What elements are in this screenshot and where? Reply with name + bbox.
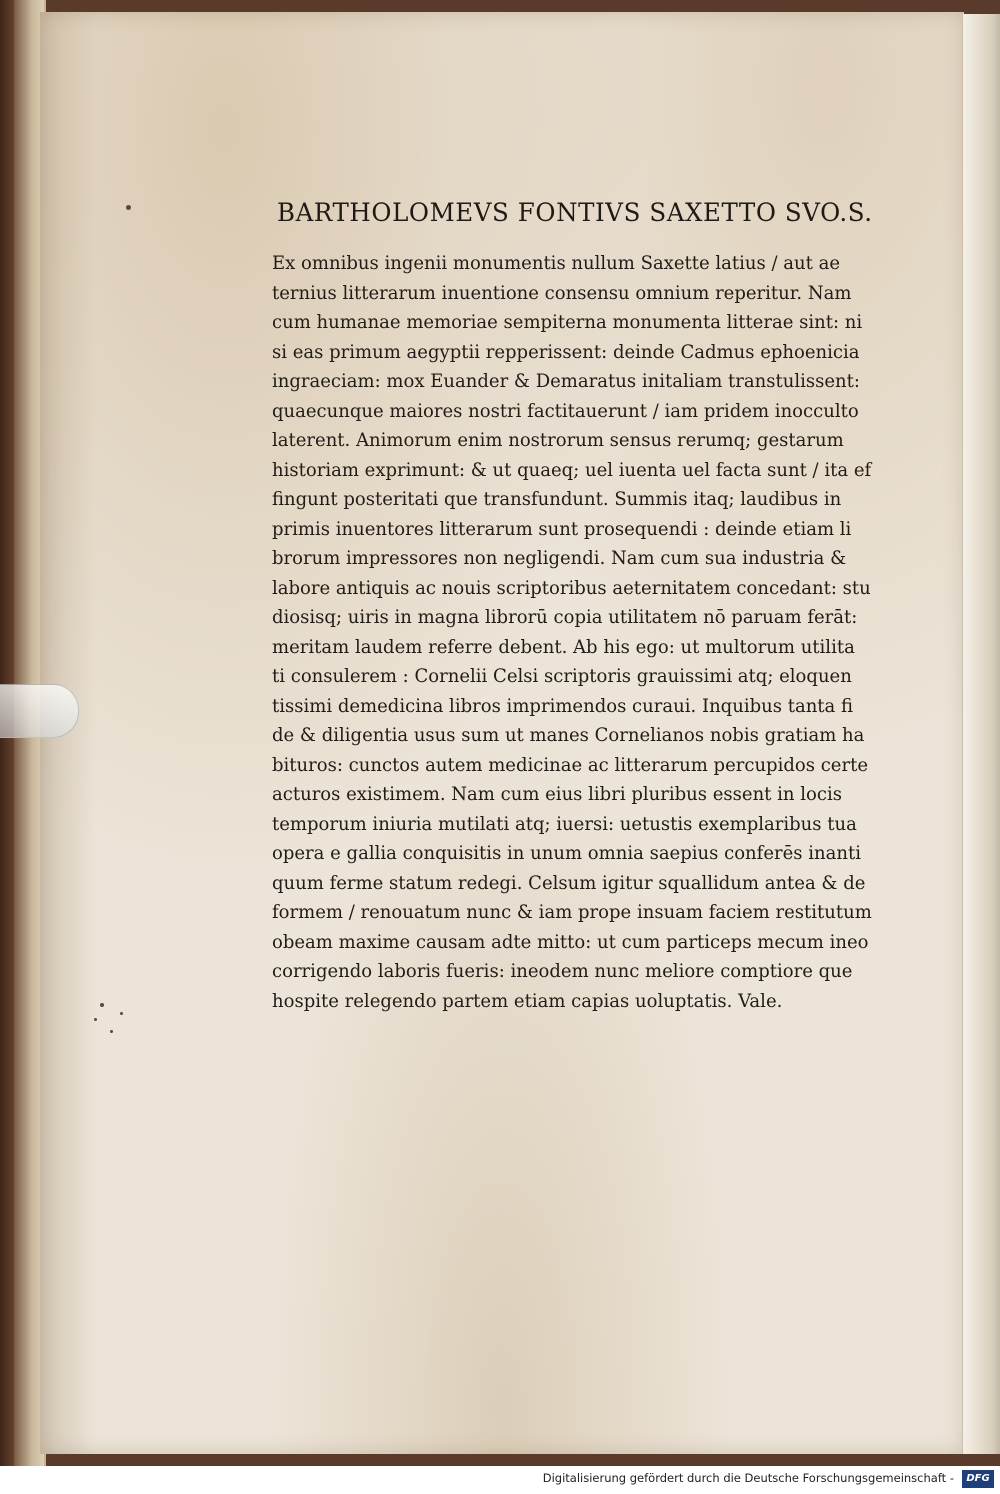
ink-spot	[126, 205, 131, 210]
text-line: primis inuentores litterarum sunt prosequendi : deinde etiam li	[272, 518, 852, 540]
text-line: quaecunque maiores nostri factitauerunt / iam pridem inocculto	[272, 400, 859, 422]
ink-spot	[110, 1030, 113, 1033]
text-line: opera e gallia conquisitis in unum omnia saepius conferēs inanti	[272, 843, 861, 864]
ink-spot	[100, 1003, 104, 1007]
text-line: cum humanae memoriae sempiterna monumenta litterae sint: ni	[272, 312, 863, 333]
text-line: brorum impressores non negligendi. Nam cum sua industria &	[272, 548, 847, 569]
text-line: quum ferme statum redegi. Celsum igitur squallidum antea & de	[272, 872, 866, 894]
text-line: temporum iniuria mutilati atq; iuersi: uetustis exemplaribus tua	[272, 813, 857, 835]
text-line: diosisq; uiris in magna librorū copia utilitatem nō paruam ferāt:	[272, 607, 858, 628]
funding-credit: Digitalisierung gefördert durch die Deutsche Forschungsgemeinschaft -	[542, 1471, 954, 1485]
text-line: bituros: cunctos autem medicinae ac litterarum percupidos certe	[272, 754, 869, 776]
text-line: corrigendo laboris fueris: ineodem nunc meliore comptiore que	[272, 961, 853, 982]
text-line: historiam exprimunt: & ut quaeq; uel iuenta uel facta sunt / ita ef	[272, 459, 872, 481]
footer-bar	[0, 1466, 1000, 1494]
page-stack-edge	[962, 14, 1000, 1454]
text-line: si eas primum aegyptii repperissent: deinde Cadmus ephoenicia	[272, 341, 860, 363]
text-line: meritam laudem referre debent. Ab his ego: ut multorum utilita	[272, 636, 855, 658]
text-line: hospite relegendo partem etiam capias uoluptatis. Vale.	[272, 990, 783, 1012]
text-line: obeam maxime causam adte mitto: ut cum particeps mecum ineo	[272, 931, 869, 953]
text-line: acturos existimem. Nam cum eius libri pluribus essent in locis	[272, 784, 842, 805]
ink-spot	[94, 1018, 97, 1021]
text-line: fingunt posteritati que transfundunt. Summis itaq; laudibus in	[272, 489, 842, 510]
text-line: formem / renouatum nunc & iam prope insuam faciem restitutum	[272, 902, 872, 923]
text-line: laterent. Animorum enim nostrorum sensus rerumq; gestarum	[272, 430, 844, 451]
text-line: labore antiquis ac nouis scriptoribus aeternitatem concedant: stu	[272, 577, 871, 599]
ink-spot	[120, 1012, 123, 1015]
text-line: ternius litterarum inuentione consensu omnium reperitur. Nam	[272, 282, 852, 304]
text-line: de & diligentia usus sum ut manes Cornelianos nobis gratiam ha	[272, 725, 865, 746]
body-text	[272, 249, 892, 1016]
dfg-logo: DFG	[962, 1470, 994, 1488]
page-clip	[0, 684, 79, 738]
text-line: ingraeciam: mox Euander & Demaratus initaliam transtulissent:	[272, 371, 860, 392]
text-line: Ex omnibus ingenii monumentis nullum Saxette latius / aut ae	[272, 253, 841, 274]
text-line: tissimi demedicina libros imprimendos curaui. Inquibus tanta fi	[272, 695, 854, 717]
page-heading: BARTHOLOMEVS FONTIVS SAXETTO SVO.S.	[277, 198, 873, 227]
text-line: ti consulerem : Cornelii Celsi scriptoris grauissimi atq; eloquen	[272, 666, 852, 687]
